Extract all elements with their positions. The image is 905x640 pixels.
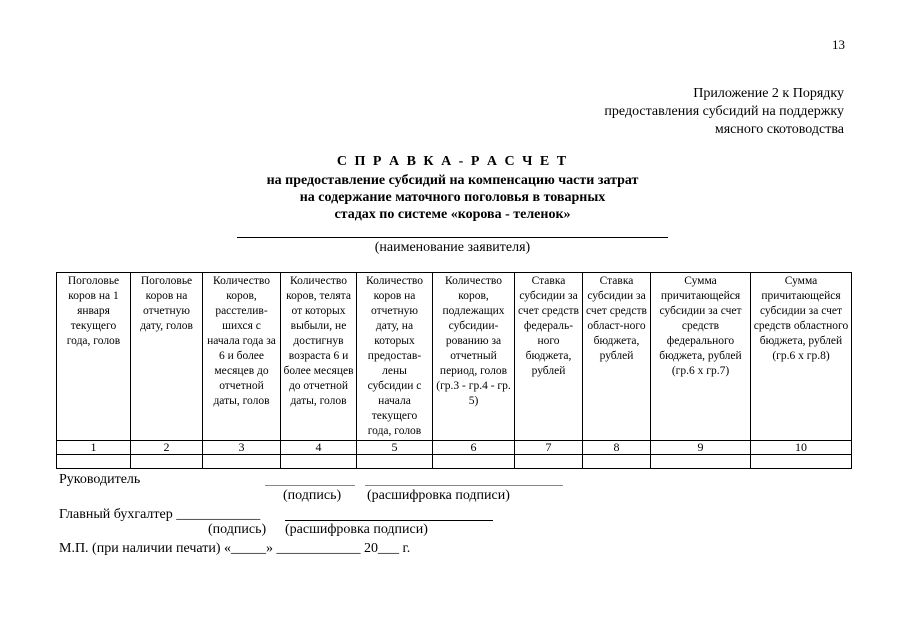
data-entry-cell[interactable] — [357, 455, 433, 469]
subtitle-line-1: на предоставление субсидий на компенсацию части затрат — [266, 173, 639, 188]
head-signature-line[interactable] — [265, 485, 355, 486]
data-entry-row — [57, 455, 852, 469]
data-entry-cell[interactable] — [751, 455, 852, 469]
appendix-line-2: предоставления субсидий на поддержку — [604, 104, 844, 119]
applicant-name-line[interactable] — [237, 237, 668, 238]
subsidy-calculation-table — [56, 272, 852, 469]
appendix-note — [504, 85, 844, 139]
column-number: 4 — [281, 441, 357, 455]
accountant-signature-caption: (подпись) — [208, 522, 267, 537]
column-number: 6 — [433, 441, 515, 455]
page-number: 13 — [832, 37, 845, 52]
header-cell-7: Ставка субсидии за счет средств федераль-ного бюджета, рублей — [515, 273, 583, 441]
column-number: 10 — [751, 441, 852, 455]
data-entry-cell[interactable] — [57, 455, 131, 469]
column-number: 3 — [203, 441, 281, 455]
document-subtitle — [0, 172, 905, 223]
head-decode-line[interactable] — [365, 485, 563, 486]
header-cell-1: Поголовье коров на 1 января текущего года, голов — [57, 273, 131, 441]
head-label: Руководитель — [59, 472, 141, 487]
appendix-line-3: мясного скотоводства — [714, 122, 844, 137]
header-cell-5: Количество коров на отчетную дату, на которых предостав-лены субсидии с начала текущего года, голов — [357, 273, 433, 441]
head-decode-caption: (расшифровка подписи) — [367, 488, 510, 503]
table-header-row — [57, 273, 852, 441]
column-number: 8 — [583, 441, 651, 455]
data-entry-cell[interactable] — [515, 455, 583, 469]
data-entry-cell[interactable] — [203, 455, 281, 469]
accountant-label: Главный бухгалтер ____________ — [59, 507, 261, 522]
header-cell-6: Количество коров, подлежащих субсидии-рованию за отчетный период, голов (гр.3 - гр.4 - гр. 5) — [433, 273, 515, 441]
column-number: 5 — [357, 441, 433, 455]
header-cell-3: Количество коров, расстелив-шихся с начала года за 6 и более месяцев до отчетной даты, голов — [203, 273, 281, 441]
subtitle-line-3: стадах по системе «корова - теленок» — [334, 207, 571, 222]
accountant-decode-line[interactable] — [285, 520, 493, 521]
column-number: 1 — [57, 441, 131, 455]
header-cell-10: Сумма причитающейся субсидии за счет средств областного бюджета, рублей (гр.6 x гр.8) — [751, 273, 852, 441]
appendix-line-1: Приложение 2 к Порядку — [693, 86, 844, 101]
data-entry-cell[interactable] — [583, 455, 651, 469]
head-signature-caption: (подпись) — [283, 488, 342, 503]
applicant-caption: (наименование заявителя) — [374, 240, 531, 255]
data-entry-cell[interactable] — [651, 455, 751, 469]
header-cell-2: Поголовье коров на отчетную дату, голов — [131, 273, 203, 441]
accountant-decode-caption: (расшифровка подписи) — [285, 522, 428, 537]
column-number-row — [57, 441, 852, 455]
header-cell-4: Количество коров, телята от которых выбыли, не достигнув возраста 6 и более месяцев до отчетной даты, голов — [281, 273, 357, 441]
column-number: 9 — [651, 441, 751, 455]
subtitle-line-2: на содержание маточного поголовья в товарных — [299, 190, 606, 205]
data-entry-cell[interactable] — [433, 455, 515, 469]
column-number: 7 — [515, 441, 583, 455]
header-cell-9: Сумма причитающейся субсидии за счет средств федерального бюджета, рублей (гр.6 x гр.7) — [651, 273, 751, 441]
stamp-date-line: М.П. (при наличии печати) «_____» ____________ 20___ г. — [59, 541, 411, 556]
data-entry-cell[interactable] — [131, 455, 203, 469]
data-entry-cell[interactable] — [281, 455, 357, 469]
document-title: С П Р А В К А - Р А С Ч Е Т — [336, 154, 569, 169]
column-number: 2 — [131, 441, 203, 455]
header-cell-8: Ставка субсидии за счет средств област-ного бюджета, рублей — [583, 273, 651, 441]
